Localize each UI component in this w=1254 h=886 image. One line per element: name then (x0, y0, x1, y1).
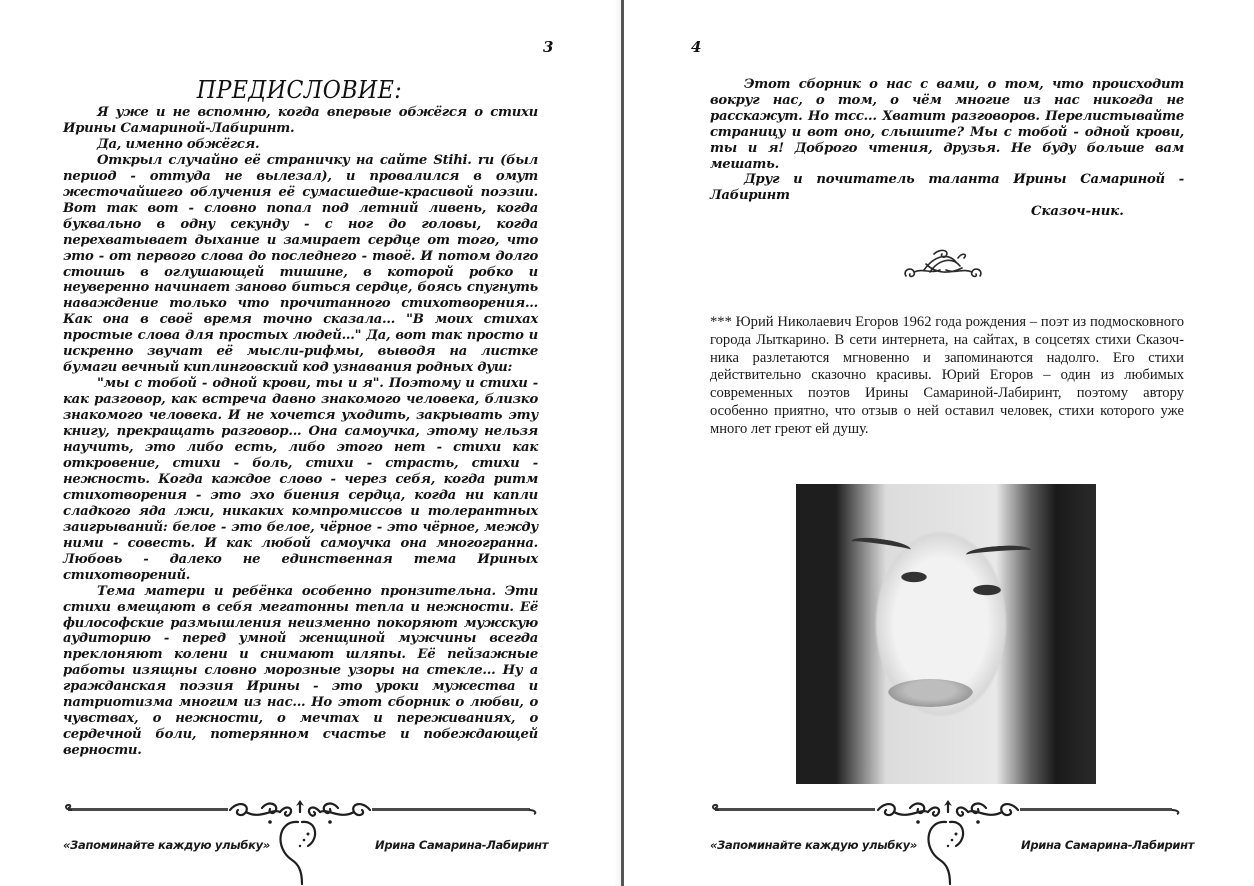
preface-text (63, 105, 538, 759)
footer-quote: «Запоминайте каждую улыбку» (710, 838, 917, 852)
footer-rule-right (372, 808, 530, 811)
paragraph: Открыл случайно её страничку на сайте Stihi. ru (был период - оттуда не вылезал), и провалился в омут жесточайшего облучения её сумасшедше-красивой поэзии. Вот так вот - словно попал под летний ливень, когда буквально в одну секунду - с ног до головы, когда перехватывает дыхание и замирает сердце от того, что это - от первого слова до последнего - твоё. И потом долго стоишь в оглушающей тишине, в которой робко и неуверенно начинает заново биться сердце, боясь спугнуть наваждение только что прочитанного стихотворения... Как она в своё время точно сказала... "В моих стихах простые слова для простых людей..." Да, вот так просто и искренно звучат её мысли-рифмы, выводя на листке бумаги вечный киплинговский код узнавания родных душ: (63, 152, 538, 376)
signature-name: Сказоч-ник. (1031, 204, 1124, 219)
paragraph: Я уже и не вспомню, когда впервые обжёгся о стихи Ирины Самариной-Лабиринт. (63, 105, 538, 136)
ornament-left-curl-icon (62, 802, 74, 816)
paragraph: Тема матери и ребёнка особенно пронзительна. Эти стихи вмещают в себя мегатонны тепла и нежности. Её философские размышления неизменно покоряют мужскую аудиторию - перед умной женщиной мужчины всегда преклоняют колени и снимают шляпы. Её пейзажные работы изящны словно морозные узоры на стекле... Ну а гражданская поэзия Ирины - это уроки мужества и патриотизма многим из нас... Но этот сборник о любви, о чувствах, о нежности, о мечтах и переживаниях, о сердечной боли, потерянном счастье и побеждающей верности. (63, 583, 538, 759)
author-bio: *** Юрий Николаевич Егоров 1962 года рождения – поэт из подмосковного города Лыткарино. В сети интернета, на сайтах, в соцсетях стихи Сказоч-ника разлетаются мгновенно и запоминаются надолго. Его стихи действительно сказочно красивы. Юрий Егоров – один из любимых современных поэтов Ирины Самариной-Лабиринт, поэтому автору особенно приятно, что отзыв о ней оставил человек, стихи которого уже много лет греют ей душу. (710, 314, 1184, 437)
footer-rule-left (715, 808, 875, 811)
footer-rule-left (68, 808, 228, 811)
footer-quote: «Запоминайте каждую улыбку» (63, 838, 270, 852)
page-footer (0, 798, 622, 886)
ornament-right-curl-icon (528, 804, 540, 816)
signature-text: Друг и почитатель таланта Ирины Самариной - Лабиринт (710, 172, 1184, 203)
page-number: 3 (543, 38, 554, 56)
page-footer (625, 798, 1254, 886)
book-spine-divider (621, 0, 624, 886)
paragraph: Да, именно обжёгся. (97, 136, 260, 152)
portrait-photo (796, 484, 1096, 784)
photo-detail (966, 544, 1032, 562)
ornament-right-curl-icon (1171, 804, 1183, 816)
footer-author: Ирина Самарина-Лабиринт (375, 838, 549, 852)
decorative-flourish-icon (900, 246, 986, 286)
page-number: 4 (691, 38, 702, 56)
signature-line (710, 172, 1184, 204)
left-page (0, 0, 622, 886)
paragraph: "мы с тобой - одной крови, ты и я". Поэтому и стихи - как разговор, как встреча давно знакомого человека, близко знакомого человека. И не хочется уходить, закрывать эту книгу, прекращать разговор... Она самоучка, этому нельзя научить, это либо есть, либо этого нет - стихи как откровение, стихи - боль, стихи - страсть, стихи - нежность. Когда каждое слово - через себя, когда ритм стихотворения - это эхо биения сердца, когда ни капли сладкого яда лжи, никаких компромиссов и толерантных заигрываний: белое - это белое, чёрное - это чёрное, между ними - совесть. И как любой самоучка она многогранна. Любовь - далеко не единственная тема Ириных стихотворений. (63, 376, 538, 583)
right-page (625, 0, 1254, 886)
page-title: ПРЕДИСЛОВИЕ: (196, 76, 403, 104)
footer-rule-right (1020, 808, 1172, 811)
paragraph: Этот сборник о нас с вами, о том, что происходит вокруг нас, о том, о чём многие из нас никогда не расскажут. Но тсс... Хватит разговоров. Перелистывайте страницу и вот оно, слышите? Мы с тобой - одной крови, ты и я! Доброго чтения, друзья. Не буду больше вам мешать. (710, 77, 1184, 172)
photo-detail (888, 679, 973, 707)
ornament-left-curl-icon (709, 802, 721, 816)
footer-author: Ирина Самарина-Лабиринт (1021, 838, 1195, 852)
photo-detail (850, 535, 911, 556)
preface-continued-text (710, 77, 1184, 173)
